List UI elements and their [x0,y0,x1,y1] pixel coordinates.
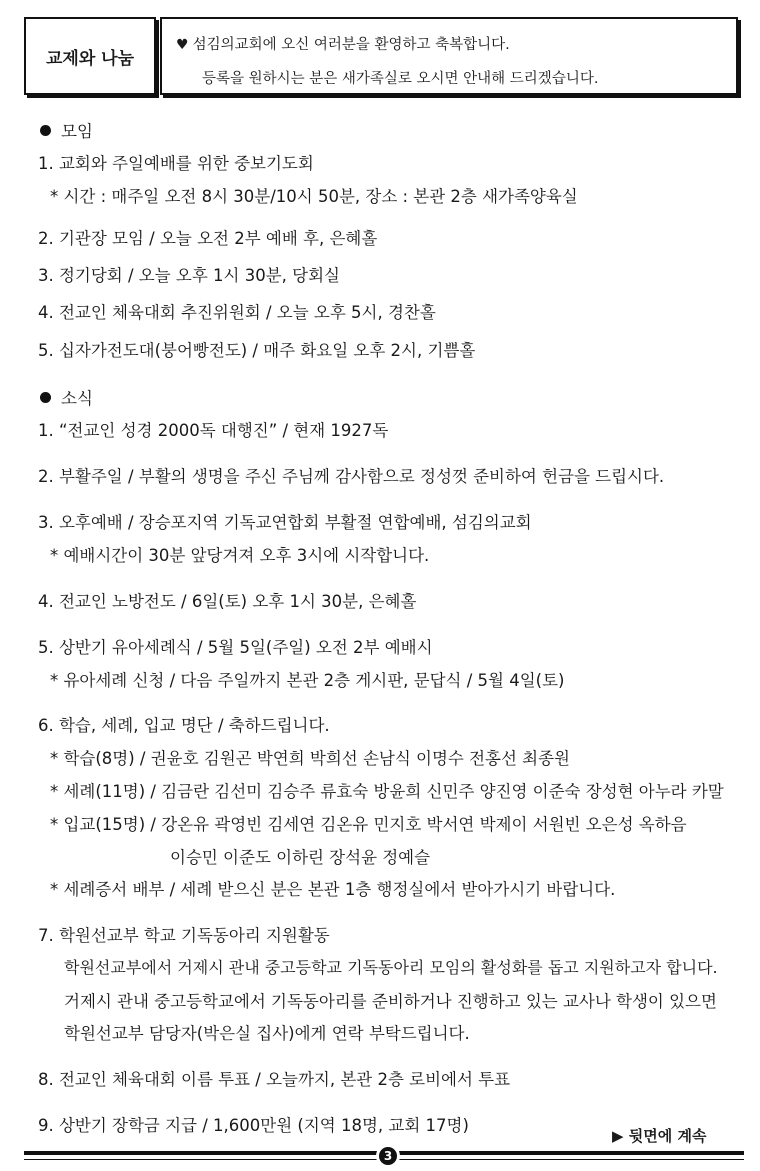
news-note-continuation: 이승민 이준도 이하린 장석윤 정예슬 [170,848,431,867]
news-item: 9. 상반기 장학금 지급 / 1,600만원 (지역 18명, 교회 17명) [38,1116,469,1135]
meetings-item: 1. 교회와 주일예배를 위한 중보기도회 [38,154,314,173]
welcome-line-1: 섬김의교회에 오신 여러분을 환영하고 축복합니다. [192,37,510,53]
bullet-icon [40,125,51,136]
page-number: 3 [379,1147,397,1165]
meetings-item: 2. 기관장 모임 / 오늘 오전 2부 예배 후, 은혜홀 [38,229,378,248]
section-title: 교제와 나눔 [45,48,135,69]
news-item: 4. 전교인 노방전도 / 6일(토) 오후 1시 30분, 은혜홀 [38,592,417,611]
news-paragraph: 거제시 관내 중고등학교에서 기독동아리를 준비하거나 진행하고 있는 교사나 학생이 있으면 [64,992,717,1011]
news-paragraph: 학원선교부에서 거제시 관내 중고등학교 기독동아리 모임의 활성화를 돕고 지원하고자 합니다. [64,958,718,977]
news-item: 5. 상반기 유아세례식 / 5월 5일(주일) 오전 2부 예배시 [38,638,433,657]
welcome-box [160,17,738,95]
meetings-item: 5. 십자가전도대(붕어빵전도) / 매주 화요일 오후 2시, 기쁨홀 [38,341,476,360]
news-note: * 예배시간이 30분 앞당겨져 오후 3시에 시작합니다. [50,546,430,565]
welcome-line-2: 등록을 원하시는 분은 새가족실로 오시면 안내해 드리겠습니다. [202,71,599,87]
news-note: * 학습(8명) / 권윤호 김원곤 박연희 박희선 손남식 이명수 전홍선 최종원 [50,749,570,768]
news-paragraph: 학원선교부 담당자(박은실 집사)에게 연락 부탁드립니다. [64,1024,470,1043]
news-item: 6. 학습, 세례, 입교 명단 / 축하드립니다. [38,716,330,735]
news-item: 7. 학원선교부 학교 기독동아리 지원활동 [38,926,330,945]
continue-notice: ▶ 뒷면에 계속 [612,1127,707,1145]
meetings-heading: 모임 [40,118,93,142]
news-note: * 입교(15명) / 강온유 곽영빈 김세연 김온유 민지호 박서연 박제이 서원빈 오은성 옥하음 [50,815,687,834]
news-heading: 소식 [40,385,93,409]
meetings-item: 4. 전교인 체육대회 추진위원회 / 오늘 오후 5시, 경찬홀 [38,303,436,322]
news-note: * 유아세례 신청 / 다음 주일까지 본관 2층 게시판, 문답식 / 5월 4일(토) [50,671,565,690]
meetings-item: 3. 정기당회 / 오늘 오후 1시 30분, 당회실 [38,266,340,285]
section-title-box [24,17,156,95]
news-note: * 세례(11명) / 김금란 김선미 김승주 류효숙 방윤희 신민주 양진영 이준숙 장성현 아누라 카말 [50,782,724,801]
news-item: 3. 오후예배 / 장승포지역 기독교연합회 부활절 연합예배, 섬김의교회 [38,513,532,532]
bullet-icon [40,392,51,403]
news-item: 8. 전교인 체육대회 이름 투표 / 오늘까지, 본관 2층 로비에서 투표 [38,1070,511,1089]
news-item: 1. “전교인 성경 2000독 대행진” / 현재 1927독 [38,421,389,440]
news-note: * 세례증서 배부 / 세례 받으신 분은 본관 1층 행정실에서 받아가시기 바랍니다. [50,880,616,899]
news-item: 2. 부활주일 / 부활의 생명을 주신 주님께 감사함으로 정성껏 준비하여 헌금을 드립시다. [38,467,665,486]
heart-icon: ♥ [176,37,189,53]
meetings-note: * 시간 : 매주일 오전 8시 30분/10시 50분, 장소 : 본관 2층 새가족양육실 [50,187,578,206]
